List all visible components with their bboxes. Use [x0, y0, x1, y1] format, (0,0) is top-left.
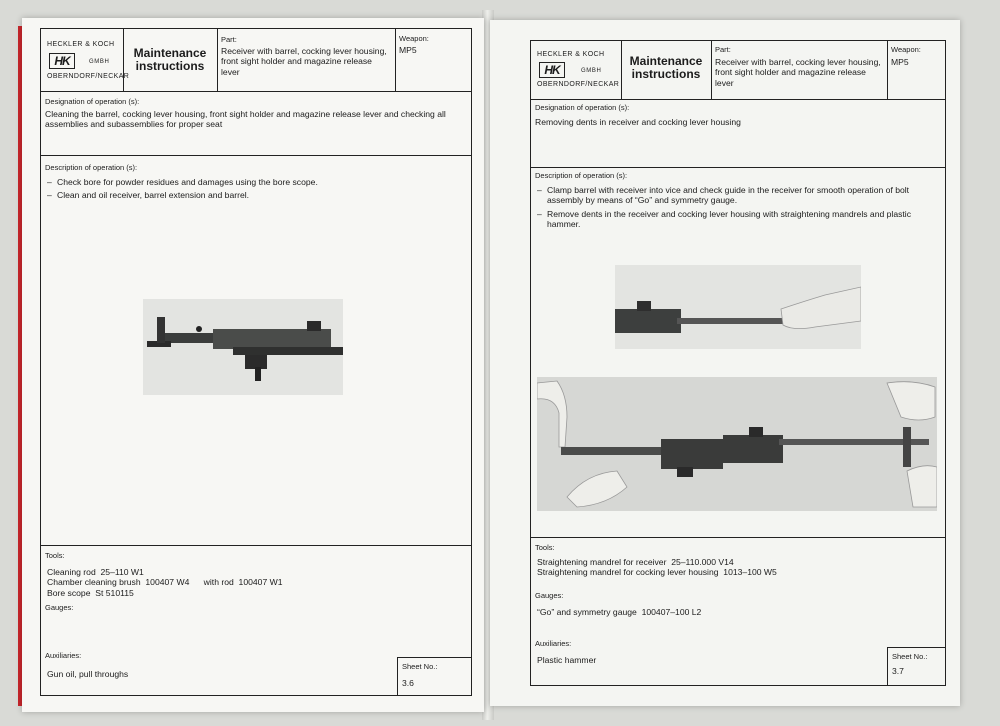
mandrel-receiver-illustration — [615, 265, 861, 349]
weapon-photo — [143, 299, 343, 395]
weapon-value: MP5 — [891, 57, 909, 67]
left-page — [22, 18, 484, 712]
weapon-label: Weapon: — [891, 45, 921, 54]
company-logo-box — [531, 41, 622, 100]
weapon-value: MP5 — [399, 45, 417, 55]
mandrel-photo-top — [615, 265, 861, 349]
sheet-title-box — [123, 29, 218, 92]
hk-logo: HK — [49, 53, 75, 69]
tool-item: Chamber cleaning brush 100407 W4 with rod 100407 W1 — [47, 577, 283, 588]
gauges-text: “Go” and symmetry gauge 100407–100 L2 — [537, 607, 702, 617]
sheet-title: Maintenance instructions — [133, 46, 207, 73]
description-box — [41, 155, 471, 546]
sheet-number-box — [887, 647, 946, 686]
step-item: – Clean and oil receiver, barrel extension and barrel. — [47, 190, 457, 200]
right-page — [490, 20, 960, 706]
sheet-number-label: Sheet No.: — [402, 662, 438, 671]
auxiliaries-label: Auxiliaries: — [45, 651, 82, 660]
designation-text: Cleaning the barrel, cocking lever housing, front sight holder and magazine release lever and checking all assemblies and subassemblies for proper seat — [45, 109, 446, 130]
sheet-title-box — [621, 41, 712, 100]
company-location: OBERNDORF/NECKAR — [537, 81, 620, 88]
gauges-label: Gauges: — [535, 591, 564, 600]
tool-item: Cleaning rod 25–110 W1 — [47, 567, 144, 577]
designation-label: Designation of operation (s): — [45, 97, 140, 106]
step-item: – Clamp barrel with receiver into vice and check guide in the receiver for smooth operation of bolt assembly by means of “Go” and symmetry gauge. — [537, 185, 937, 206]
company-gmbh: GMBH — [581, 68, 602, 74]
gauges-label: Gauges: — [45, 603, 74, 612]
company-logo-box — [41, 29, 130, 92]
designation-box — [531, 99, 945, 168]
company-gmbh: GMBH — [89, 59, 110, 65]
sheet-title: Maintenance instructions — [629, 54, 703, 81]
weapon-box — [395, 29, 471, 92]
mandrel-cocking-illustration — [537, 377, 723, 511]
sheet-number: 3.6 — [402, 678, 414, 688]
tools-list — [47, 567, 283, 598]
sheet-number-label: Sheet No.: — [892, 652, 928, 661]
tools-label: Tools: — [535, 543, 555, 552]
mandrel-photo-left — [537, 377, 723, 511]
description-label: Description of operation (s): — [45, 163, 138, 172]
designation-text: Removing dents in receiver and cocking lever housing — [535, 117, 741, 127]
sheet-number: 3.7 — [892, 666, 904, 676]
tool-item: Bore scope St 510115 — [47, 587, 134, 598]
company-name: HECKLER & KOCH — [537, 51, 605, 58]
designation-box — [41, 91, 471, 156]
tool-item: Straightening mandrel for cocking lever housing 1013–100 W5 — [537, 567, 777, 578]
tool-item: Straightening mandrel for receiver 25–110.000 V14 — [537, 557, 734, 567]
description-box — [531, 167, 945, 538]
maintenance-sheet-left — [40, 28, 472, 696]
mp5-illustration — [143, 299, 343, 395]
weapon-label: Weapon: — [399, 34, 429, 43]
part-label: Part: — [221, 35, 237, 44]
weapon-box — [887, 41, 945, 100]
company-location: OBERNDORF/NECKAR — [47, 73, 130, 80]
part-label: Part: — [715, 45, 731, 54]
part-text: Receiver with barrel, cocking lever housing, front sight holder and magazine release lever — [221, 46, 387, 77]
tools-section — [41, 545, 471, 695]
designation-label: Designation of operation (s): — [535, 103, 630, 112]
auxiliaries-text: Gun oil, pull throughs — [47, 669, 129, 679]
maintenance-sheet-right — [530, 40, 946, 686]
tools-section — [531, 537, 945, 685]
mandrel-photo-right — [723, 377, 937, 511]
tools-list — [537, 557, 777, 578]
sheet-number-box — [397, 657, 472, 696]
tools-label: Tools: — [45, 551, 65, 560]
auxiliaries-text: Plastic hammer — [537, 655, 597, 665]
step-item: – Check bore for powder residues and damages using the bore scope. — [47, 177, 457, 187]
part-box — [711, 41, 888, 100]
hk-logo: HK — [539, 62, 565, 78]
company-name: HECKLER & KOCH — [47, 41, 115, 48]
step-list — [537, 185, 937, 230]
part-box — [217, 29, 396, 92]
auxiliaries-label: Auxiliaries: — [535, 639, 572, 648]
description-label: Description of operation (s): — [535, 171, 628, 180]
step-list — [47, 177, 457, 201]
straightening-illustration — [723, 377, 937, 511]
step-item: – Remove dents in the receiver and cocking lever housing with straightening mandrels and plastic hammer. — [537, 209, 937, 230]
part-text: Receiver with barrel, cocking lever housing, front sight holder and magazine release lever — [715, 57, 881, 88]
